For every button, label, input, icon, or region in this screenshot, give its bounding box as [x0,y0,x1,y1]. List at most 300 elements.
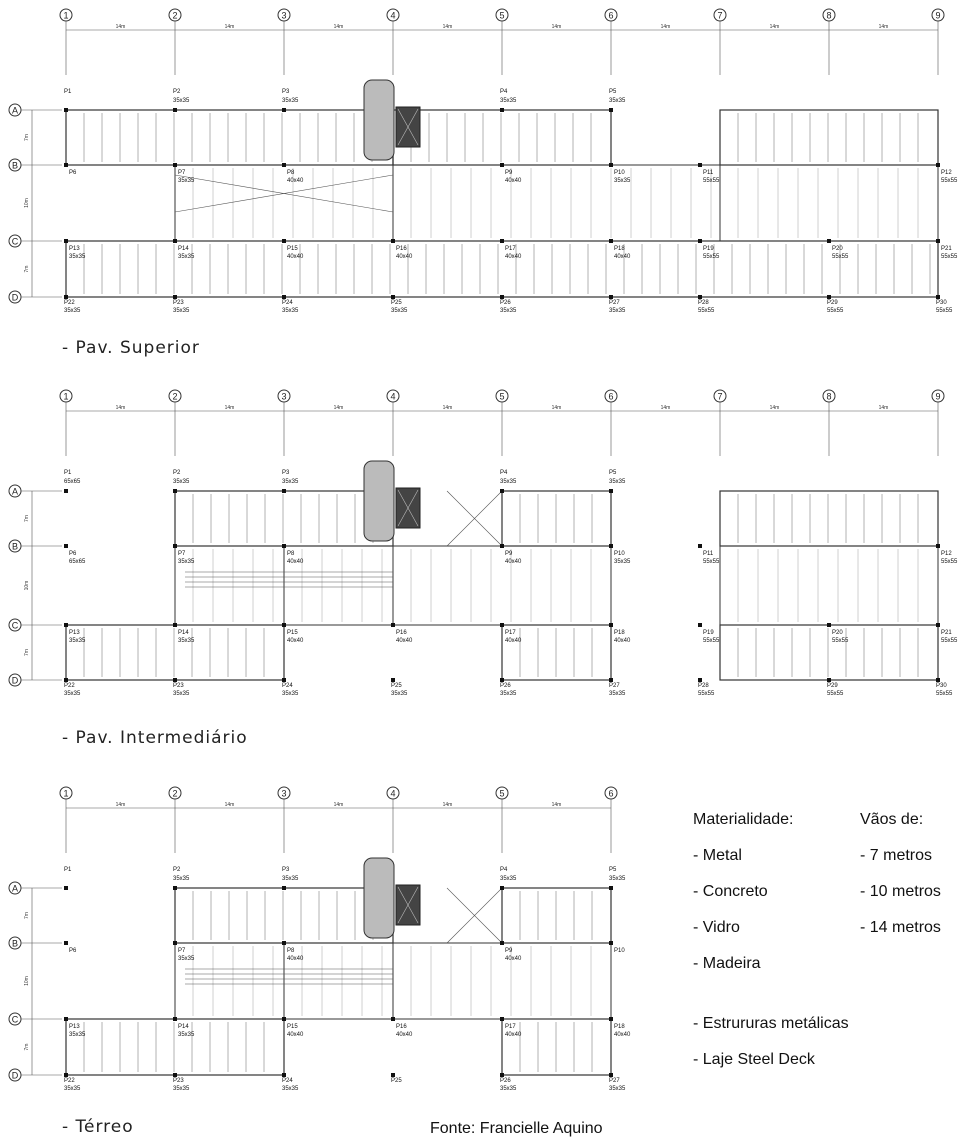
pillar-marker [609,941,613,945]
pillar-marker [609,108,613,112]
grid-column-label: 3 [281,788,287,799]
bay-outline [284,546,393,625]
pillar-marker [282,1073,286,1077]
pillar-size: 40x40 [505,1032,522,1038]
pillar-marker [827,678,831,682]
pillar-label: P9 [505,948,513,954]
span-dimension: 14m [878,405,889,411]
pillar-label: P7 [178,948,186,954]
pillar-size: 35x35 [282,98,299,104]
pillar-size: 40x40 [505,254,522,260]
pillar-label: P3 [282,89,290,95]
pillar-label: P20 [832,630,843,636]
pillar-label: P25 [391,300,402,306]
pillar-size: 65x65 [64,479,81,485]
pillar-marker [64,163,68,167]
grid-column-label: 5 [499,788,505,799]
pillar-label: P5 [609,867,617,873]
pillar-size: 40x40 [287,638,304,644]
slab-outline [502,491,611,546]
pillar-label: P27 [609,683,620,689]
pillar-marker [500,941,504,945]
pillar-size: 40x40 [614,638,631,644]
pillar-size: 35x35 [609,691,626,697]
pillar-size: 35x35 [609,1086,626,1092]
pillar-size: 35x35 [391,691,408,697]
span-dimension: 14m [115,24,126,30]
pillar-label: P28 [698,683,709,689]
plan-title-intermediario: - Pav. Intermediário [62,728,248,748]
pillar-size: 55x55 [827,691,844,697]
spans-legend [860,810,941,954]
pillar-label: P22 [64,683,75,689]
span-dimension: 14m [442,24,453,30]
pillar-marker [500,489,504,493]
pillar-size: 55x55 [703,178,720,184]
pillar-marker [64,295,68,299]
material-metal: - Metal [693,847,742,864]
pillar-label: P21 [941,630,952,636]
pillar-marker [64,239,68,243]
bay-outline [284,943,393,1019]
slab-outline [720,625,938,680]
pillar-label: P26 [500,300,511,306]
pillar-label: P23 [173,683,184,689]
row-span-dimension: 7m [24,912,30,919]
pillar-size: 40x40 [287,1032,304,1038]
pillar-marker [500,544,504,548]
pillar-marker [609,489,613,493]
pillar-marker [391,1073,395,1077]
pillar-marker [609,544,613,548]
pillar-size: 55x55 [698,308,715,314]
pillar-marker [173,1073,177,1077]
pillar-size: 55x55 [832,254,849,260]
pillar-marker [64,623,68,627]
pillar-marker [282,941,286,945]
pillar-label: P27 [609,1078,620,1084]
grid-column-label: 8 [826,391,832,402]
pillar-marker [698,295,702,299]
grid-column-label: 1 [63,10,69,21]
pillar-marker [173,941,177,945]
pillar-marker [64,544,68,548]
bay-outline [720,546,938,625]
pillar-size: 35x35 [391,308,408,314]
slab-outline [502,1019,611,1075]
pillar-size: 40x40 [396,1032,413,1038]
row-span-dimension: 7m [24,265,30,273]
pillar-label: P29 [827,683,838,689]
pillar-marker [173,623,177,627]
structure-steel: - Estrururas metálicas [693,1015,849,1032]
pillar-label: P18 [614,246,625,252]
pillar-marker [609,239,613,243]
bay-outline [393,943,611,1019]
pillar-size: 35x35 [500,308,517,314]
grid-row-label: C [11,1014,19,1025]
pillar-size: 40x40 [287,254,304,260]
pillar-label: P22 [64,1078,75,1084]
row-span-dimension: 7m [24,134,30,141]
pillar-size: 35x35 [173,98,190,104]
span-dimension: 14m [660,405,671,411]
pillar-label: P10 [614,948,625,954]
pillar-size: 55x55 [698,691,715,697]
bay-outline [175,943,284,1019]
pillar-size: 35x35 [282,479,299,485]
plan-title-superior: - Pav. Superior [62,338,200,358]
pillar-marker [64,678,68,682]
pillar-marker [698,163,702,167]
plan-title-terreo: - Térreo [62,1117,134,1137]
grid-column-label: 2 [172,788,178,799]
span-dimension: 14m [333,405,344,411]
pillar-label: P23 [173,300,184,306]
pillar-size: 35x35 [69,638,86,644]
row-span-dimension: 7m [24,649,30,656]
grid-column-label: 3 [281,10,287,21]
pillar-label: P12 [941,551,952,557]
grid-column-label: 7 [717,391,723,402]
pillar-label: P26 [500,683,511,689]
pillar-marker [609,295,613,299]
pillar-size: 55x55 [703,559,720,565]
pillar-label: P1 [64,89,72,95]
pillar-marker [609,163,613,167]
pillar-marker [282,295,286,299]
grid-column-label: 9 [935,10,941,21]
pillar-size: 40x40 [396,638,413,644]
pillar-size: 40x40 [505,178,522,184]
grid-column-label: 4 [390,788,396,799]
pillar-label: P5 [609,470,617,476]
pillar-label: P19 [703,630,714,636]
slab-outline [175,888,393,943]
pillar-label: P13 [69,246,80,252]
pillar-size: 55x55 [941,559,958,565]
pillar-marker [282,108,286,112]
pillar-label: P10 [614,170,625,176]
pillar-label: P29 [827,300,838,306]
pillar-label: P7 [178,170,186,176]
pillar-label: P26 [500,1078,511,1084]
slab-outline [175,491,393,546]
pillar-label: P14 [178,1024,189,1030]
pillar-marker [698,239,702,243]
grid-column-label: 1 [63,788,69,799]
pillar-label: P24 [282,300,293,306]
pillar-marker [173,678,177,682]
pillar-label: P4 [500,89,508,95]
grid-row-label: A [11,105,19,116]
grid-column-label: 2 [172,391,178,402]
span-dimension: 14m [551,405,562,411]
grid-column-label: 4 [390,10,396,21]
pillar-marker [609,678,613,682]
pillar-marker [936,678,940,682]
pillar-marker [64,1017,68,1021]
pillar-size: 35x35 [614,178,631,184]
pillar-label: P3 [282,470,290,476]
pillar-size: 40x40 [287,559,304,565]
pillar-label: P28 [698,300,709,306]
pillar-label: P14 [178,630,189,636]
pillar-marker [609,1017,613,1021]
material-wood: - Madeira [693,955,761,972]
span-dimension: 14m [333,24,344,30]
pillar-label: P14 [178,246,189,252]
pillar-size: 35x35 [500,479,517,485]
pillar-marker [827,295,831,299]
row-span-dimension: 10m [24,580,30,591]
grid-column-label: 1 [63,391,69,402]
grid-row-label: B [11,160,19,171]
slab-outline [502,625,611,680]
pillar-size: 40x40 [614,254,631,260]
pillar-label: P2 [173,470,181,476]
pillar-size: 35x35 [64,308,81,314]
pillar-size: 35x35 [282,1086,299,1092]
slab-outline [66,625,284,680]
pillar-marker [282,489,286,493]
slab-outline [393,110,611,165]
pillar-label: P15 [287,630,298,636]
slab-outline [502,888,611,943]
span-dimension: 14m [551,24,562,30]
pillar-marker [282,623,286,627]
pillar-label: P9 [505,551,513,557]
span-dimension: 14m [115,802,126,808]
pillar-size: 35x35 [173,1086,190,1092]
grid-row-label: A [11,486,19,497]
pillar-marker [500,108,504,112]
pillar-label: P6 [69,170,77,176]
pillar-label: P1 [64,470,72,476]
grid-column-label: 9 [935,391,941,402]
pillar-size: 40x40 [505,956,522,962]
pillar-marker [698,544,702,548]
span-10m: - 10 metros [860,883,941,900]
pillar-size: 35x35 [173,308,190,314]
pillar-label: P8 [287,170,295,176]
grid-row-label: C [11,236,19,247]
grid-column-label: 5 [499,391,505,402]
pillar-label: P3 [282,867,290,873]
pillar-marker [500,295,504,299]
pillar-size: 55x55 [936,308,953,314]
span-dimension: 14m [224,802,235,808]
pillar-label: P24 [282,1078,293,1084]
grid-row-label: A [11,883,19,894]
span-dimension: 14m [769,24,780,30]
pillar-size: 55x55 [936,691,953,697]
span-dimension: 14m [878,24,889,30]
pillar-label: P27 [609,300,620,306]
pillar-label: P19 [703,246,714,252]
pillar-marker [391,295,395,299]
pillar-marker [391,678,395,682]
pillar-label: P30 [936,300,947,306]
pillar-marker [282,886,286,890]
row-span-dimension: 7m [24,1043,30,1051]
pillar-size: 35x35 [614,559,631,565]
pillar-marker [391,1017,395,1021]
pillar-label: P24 [282,683,293,689]
pillar-size: 35x35 [282,691,299,697]
pillar-label: P11 [703,551,714,557]
pillar-size: 35x35 [500,876,517,882]
stair-core [364,80,394,160]
grid-column-label: 6 [608,391,614,402]
pillar-size: 35x35 [69,1032,86,1038]
pillar-size: 35x35 [500,98,517,104]
pillar-size: 35x35 [178,1032,195,1038]
pillar-size: 35x35 [173,691,190,697]
pillar-marker [827,239,831,243]
pillar-label: P12 [941,170,952,176]
pillar-size: 35x35 [64,691,81,697]
pillar-size: 55x55 [703,638,720,644]
pillar-marker [64,1073,68,1077]
span-dimension: 14m [224,24,235,30]
pillar-marker [936,239,940,243]
stair-core [364,461,394,541]
grid-row-label: D [11,1070,19,1081]
pillar-size: 40x40 [505,559,522,565]
pillar-size: 35x35 [178,956,195,962]
bay-outline [720,165,938,241]
pillar-size: 35x35 [282,308,299,314]
pillar-label: P6 [69,948,77,954]
span-dimension: 14m [224,405,235,411]
grid-column-label: 8 [826,10,832,21]
pillar-label: P2 [173,89,181,95]
pillar-marker [173,163,177,167]
pillar-size: 55x55 [941,638,958,644]
pillar-label: P16 [396,630,407,636]
pillar-size: 40x40 [614,1032,631,1038]
pillar-marker [64,108,68,112]
pillar-label: P16 [396,246,407,252]
pillar-marker [64,886,68,890]
pillar-size: 35x35 [609,479,626,485]
pillar-marker [698,678,702,682]
grid-row-label: D [11,292,19,303]
source-credit: Fonte: Francielle Aquino [430,1120,603,1137]
span-dimension: 14m [442,405,453,411]
pillar-size: 65x65 [69,559,86,565]
pillar-marker [391,239,395,243]
grid-row-label: D [11,675,19,686]
pillar-marker [500,1017,504,1021]
stair-core [364,858,394,938]
pillar-marker [936,623,940,627]
pillar-label: P30 [936,683,947,689]
pillar-marker [282,239,286,243]
pillar-size: 35x35 [173,479,190,485]
pillar-marker [609,886,613,890]
pillar-size: 35x35 [609,308,626,314]
pillar-label: P6 [69,551,77,557]
pillar-size: 55x55 [941,254,958,260]
pillar-size: 35x35 [500,691,517,697]
pillar-size: 35x35 [173,876,190,882]
structure-legend [693,1014,849,1086]
pillar-marker [936,163,940,167]
pillar-marker [391,623,395,627]
pillar-size: 35x35 [178,559,195,565]
pillar-label: P18 [614,630,625,636]
pillar-size: 55x55 [832,638,849,644]
slab-outline [720,491,938,546]
pillar-label: P4 [500,867,508,873]
pillar-marker [173,295,177,299]
row-span-dimension: 10m [24,976,30,986]
grid-column-label: 6 [608,10,614,21]
pillar-label: P23 [173,1078,184,1084]
pillar-size: 35x35 [178,254,195,260]
pillar-size: 55x55 [827,308,844,314]
structure-deck: - Laje Steel Deck [693,1051,815,1068]
pillar-size: 35x35 [609,876,626,882]
pillar-label: P13 [69,1024,80,1030]
pillar-marker [500,163,504,167]
grid-column-label: 2 [172,10,178,21]
grid-column-label: 3 [281,391,287,402]
material-glass: - Vidro [693,919,740,936]
grid-row-label: B [11,938,19,949]
slab-outline [66,110,393,165]
pillar-marker [500,623,504,627]
pillar-label: P1 [64,867,72,873]
pillar-marker [64,941,68,945]
span-dimension: 14m [333,802,344,808]
pillar-marker [827,623,831,627]
pillar-size: 40x40 [396,254,413,260]
pillar-label: P25 [391,683,402,689]
pillar-size: 40x40 [287,178,304,184]
pillar-label: P13 [69,630,80,636]
grid-column-label: 7 [717,10,723,21]
pillar-label: P20 [832,246,843,252]
pillar-size: 35x35 [178,638,195,644]
bay-outline [175,546,284,625]
pillar-marker [500,678,504,682]
pillar-label: P17 [505,1024,516,1030]
grid-column-label: 4 [390,391,396,402]
grid-row-label: C [11,620,19,631]
pillar-marker [173,1017,177,1021]
material-concrete: - Concreto [693,883,768,900]
pillar-marker [173,108,177,112]
pillar-marker [609,623,613,627]
pillar-marker [500,886,504,890]
pillar-size: 35x35 [609,98,626,104]
pillar-label: P17 [505,246,516,252]
slab-outline [66,241,938,297]
pillar-size: 35x35 [64,1086,81,1092]
slab-outline [66,1019,284,1075]
span-dimension: 14m [769,405,780,411]
pillar-label: P8 [287,551,295,557]
pillar-label: P15 [287,246,298,252]
pillar-label: P11 [703,170,714,176]
slab-outline [720,110,938,165]
pillar-label: P15 [287,1024,298,1030]
pillar-marker [64,489,68,493]
pillar-marker [173,239,177,243]
